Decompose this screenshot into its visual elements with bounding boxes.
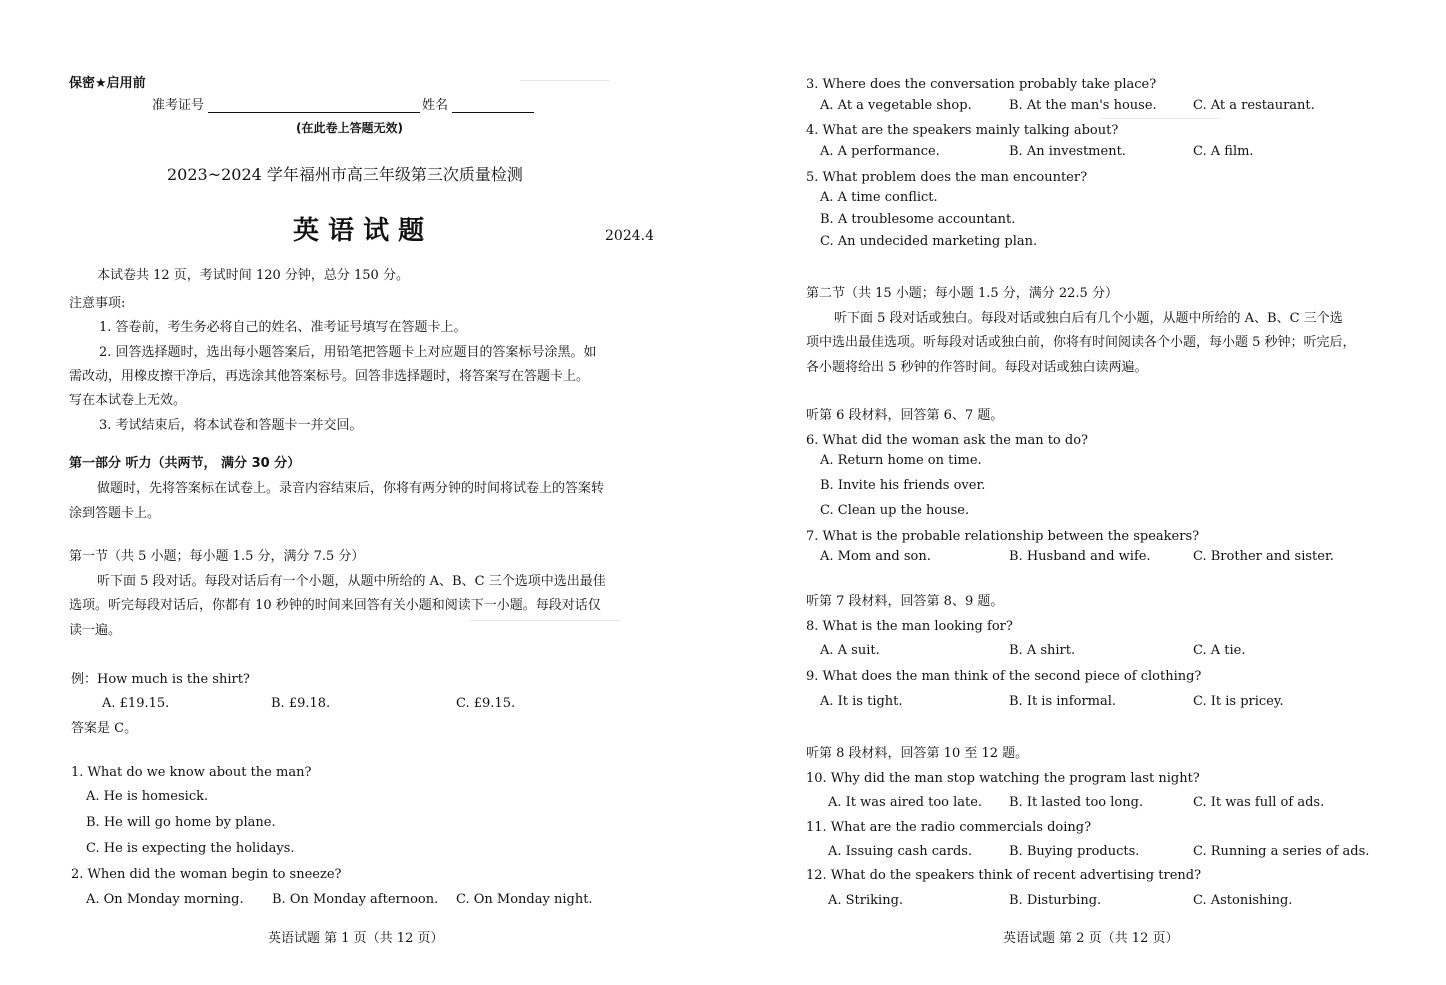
question-8-option-b: B. A shirt.: [1009, 643, 1076, 658]
question-7-option-b: B. Husband and wife.: [1009, 549, 1151, 564]
part-1-instructions: 涂到答题卡上。: [69, 506, 161, 521]
note-1: 1. 答卷前，考生务必将自己的姓名、准考证号填写在答题卡上。: [99, 320, 467, 335]
example-option-c: C. £9.15.: [456, 696, 516, 711]
question-5-option-a: A. A time conflict.: [820, 190, 938, 205]
exam-date: 2024.4: [605, 228, 654, 244]
question-7-option-c: C. Brother and sister.: [1193, 549, 1334, 564]
confidential-label: 保密★启用前: [69, 76, 146, 91]
question-12-option-c: C. Astonishing.: [1193, 893, 1293, 908]
subject-title: 英 语 试 题: [293, 216, 425, 246]
section-1-heading: 第一节（共 5 小题；每小题 1.5 分，满分 7.5 分）: [69, 549, 365, 564]
exam-id-label: 准考证号: [152, 98, 205, 113]
question-5-option-c: C. An undecided marketing plan.: [820, 234, 1038, 249]
section-2-instructions: 听下面 5 段对话或独白。每段对话或独白后有几个小题，从题中所给的 A、B、C 三个选: [834, 311, 1343, 326]
scan-artifact: [1100, 118, 1220, 119]
question-12-option-b: B. Disturbing.: [1009, 893, 1102, 908]
question-1-option-a: A. He is homesick.: [86, 789, 209, 804]
question-2-option-a: A. On Monday morning.: [86, 892, 244, 907]
part-1-heading: 第一部分 听力（共两节， 满分 30 分）: [69, 456, 301, 471]
example-option-b: B. £9.18.: [271, 696, 331, 711]
question-4: 4. What are the speakers mainly talking about?: [806, 123, 1119, 138]
question-1-option-b: B. He will go home by plane.: [86, 815, 276, 830]
question-6-option-c: C. Clean up the house.: [820, 503, 970, 518]
invalid-note: (在此卷上答题无效): [296, 121, 403, 135]
notes-heading: 注意事项:: [69, 296, 126, 311]
section-1-instructions: 读一遍。: [69, 623, 122, 638]
question-12: 12. What do the speakers think of recent advertising trend?: [806, 868, 1202, 883]
question-11-option-a: A. Issuing cash cards.: [828, 844, 973, 859]
section-2-heading: 第二节（共 15 小题；每小题 1.5 分，满分 22.5 分）: [806, 286, 1118, 301]
section-2-instructions: 各小题将给出 5 秒钟的作答时间。每段对话或独白读两遍。: [806, 360, 1148, 375]
question-10-option-c: C. It was full of ads.: [1193, 795, 1325, 810]
part-1-instructions: 做题时，先将答案标在试卷上。录音内容结束后，你将有两分钟的时间将试卷上的答案转: [97, 481, 605, 496]
question-8: 8. What is the man looking for?: [806, 619, 1013, 634]
exam-id-field[interactable]: [208, 112, 420, 113]
page-2-footer: 英语试题 第 2 页（共 12 页）: [1003, 931, 1179, 946]
name-label: 姓名: [422, 98, 449, 113]
question-7: 7. What is the probable relationship between the speakers?: [806, 529, 1200, 544]
question-8-option-c: C. A tie.: [1193, 643, 1246, 658]
question-11: 11. What are the radio commercials doing?: [806, 820, 1092, 835]
section-2-instructions: 项中选出最佳选项。听每段对话或独白前，你将有时间阅读各个小题，每小题 5 秒钟；听完后，: [806, 335, 1356, 350]
question-4-option-b: B. An investment.: [1009, 144, 1126, 159]
page-1-footer: 英语试题 第 1 页（共 12 页）: [268, 931, 444, 946]
example-option-a: A. £19.15.: [102, 696, 170, 711]
question-6: 6. What did the woman ask the man to do?: [806, 433, 1089, 448]
question-11-option-c: C. Running a series of ads.: [1193, 844, 1370, 859]
question-3: 3. Where does the conversation probably take place?: [806, 77, 1157, 92]
section-1-instructions: 听下面 5 段对话。每段对话后有一个小题，从题中所给的 A、B、C 三个选项中选出最佳: [97, 574, 606, 589]
example-answer: 答案是 C。: [71, 721, 138, 736]
exam-title: 2023~2024 学年福州市高三年级第三次质量检测: [167, 165, 523, 184]
scan-artifact: [470, 620, 620, 621]
question-10-option-b: B. It lasted too long.: [1009, 795, 1144, 810]
question-9-option-a: A. It is tight.: [820, 694, 903, 709]
question-3-option-b: B. At the man's house.: [1009, 98, 1157, 113]
question-5-option-b: B. A troublesome accountant.: [820, 212, 1016, 227]
material-6-heading: 听第 6 段材料，回答第 6、7 题。: [806, 408, 1004, 423]
question-9: 9. What does the man think of the second piece of clothing?: [806, 669, 1202, 684]
question-6-option-b: B. Invite his friends over.: [820, 478, 986, 493]
name-field[interactable]: [452, 112, 534, 113]
question-12-option-a: A. Striking.: [828, 893, 904, 908]
question-3-option-c: C. At a restaurant.: [1193, 98, 1315, 113]
note-2: 需改动，用橡皮擦干净后，再选涂其他答案标号。回答非选择题时，将答案写在答题卡上。: [69, 369, 590, 384]
question-7-option-a: A. Mom and son.: [820, 549, 931, 564]
question-4-option-c: C. A film.: [1193, 144, 1254, 159]
question-2-option-c: C. On Monday night.: [456, 892, 593, 907]
question-5: 5. What problem does the man encounter?: [806, 170, 1088, 185]
question-10: 10. Why did the man stop watching the program last night?: [806, 771, 1200, 786]
question-1-option-c: C. He is expecting the holidays.: [86, 841, 295, 856]
question-8-option-a: A. A suit.: [820, 643, 880, 658]
question-4-option-a: A. A performance.: [820, 144, 940, 159]
question-10-option-a: A. It was aired too late.: [828, 795, 983, 810]
question-1: 1. What do we know about the man?: [71, 765, 312, 780]
note-2: 写在本试卷上无效。: [69, 393, 187, 408]
question-2-option-b: B. On Monday afternoon.: [272, 892, 439, 907]
material-7-heading: 听第 7 段材料，回答第 8、9 题。: [806, 594, 1004, 609]
scan-artifact: [520, 80, 610, 81]
question-9-option-b: B. It is informal.: [1009, 694, 1117, 709]
question-9-option-c: C. It is pricey.: [1193, 694, 1284, 709]
note-2: 2. 回答选择题时，选出每小题答案后，用铅笔把答题卡上对应题目的答案标号涂黑。如: [99, 345, 597, 360]
section-1-instructions: 选项。听完每段对话后，你都有 10 秒钟的时间来回答有关小题和阅读下一小题。每段对话仅: [69, 598, 601, 613]
question-2: 2. When did the woman begin to sneeze?: [71, 867, 342, 882]
material-8-heading: 听第 8 段材料，回答第 10 至 12 题。: [806, 746, 1029, 761]
question-3-option-a: A. At a vegetable shop.: [820, 98, 972, 113]
example-question: 例：How much is the shirt?: [71, 672, 250, 687]
question-6-option-a: A. Return home on time.: [820, 453, 982, 468]
note-3: 3. 考试结束后，将本试卷和答题卡一并交回。: [99, 418, 363, 433]
exam-intro: 本试卷共 12 页，考试时间 120 分钟，总分 150 分。: [97, 268, 409, 283]
question-11-option-b: B. Buying products.: [1009, 844, 1140, 859]
